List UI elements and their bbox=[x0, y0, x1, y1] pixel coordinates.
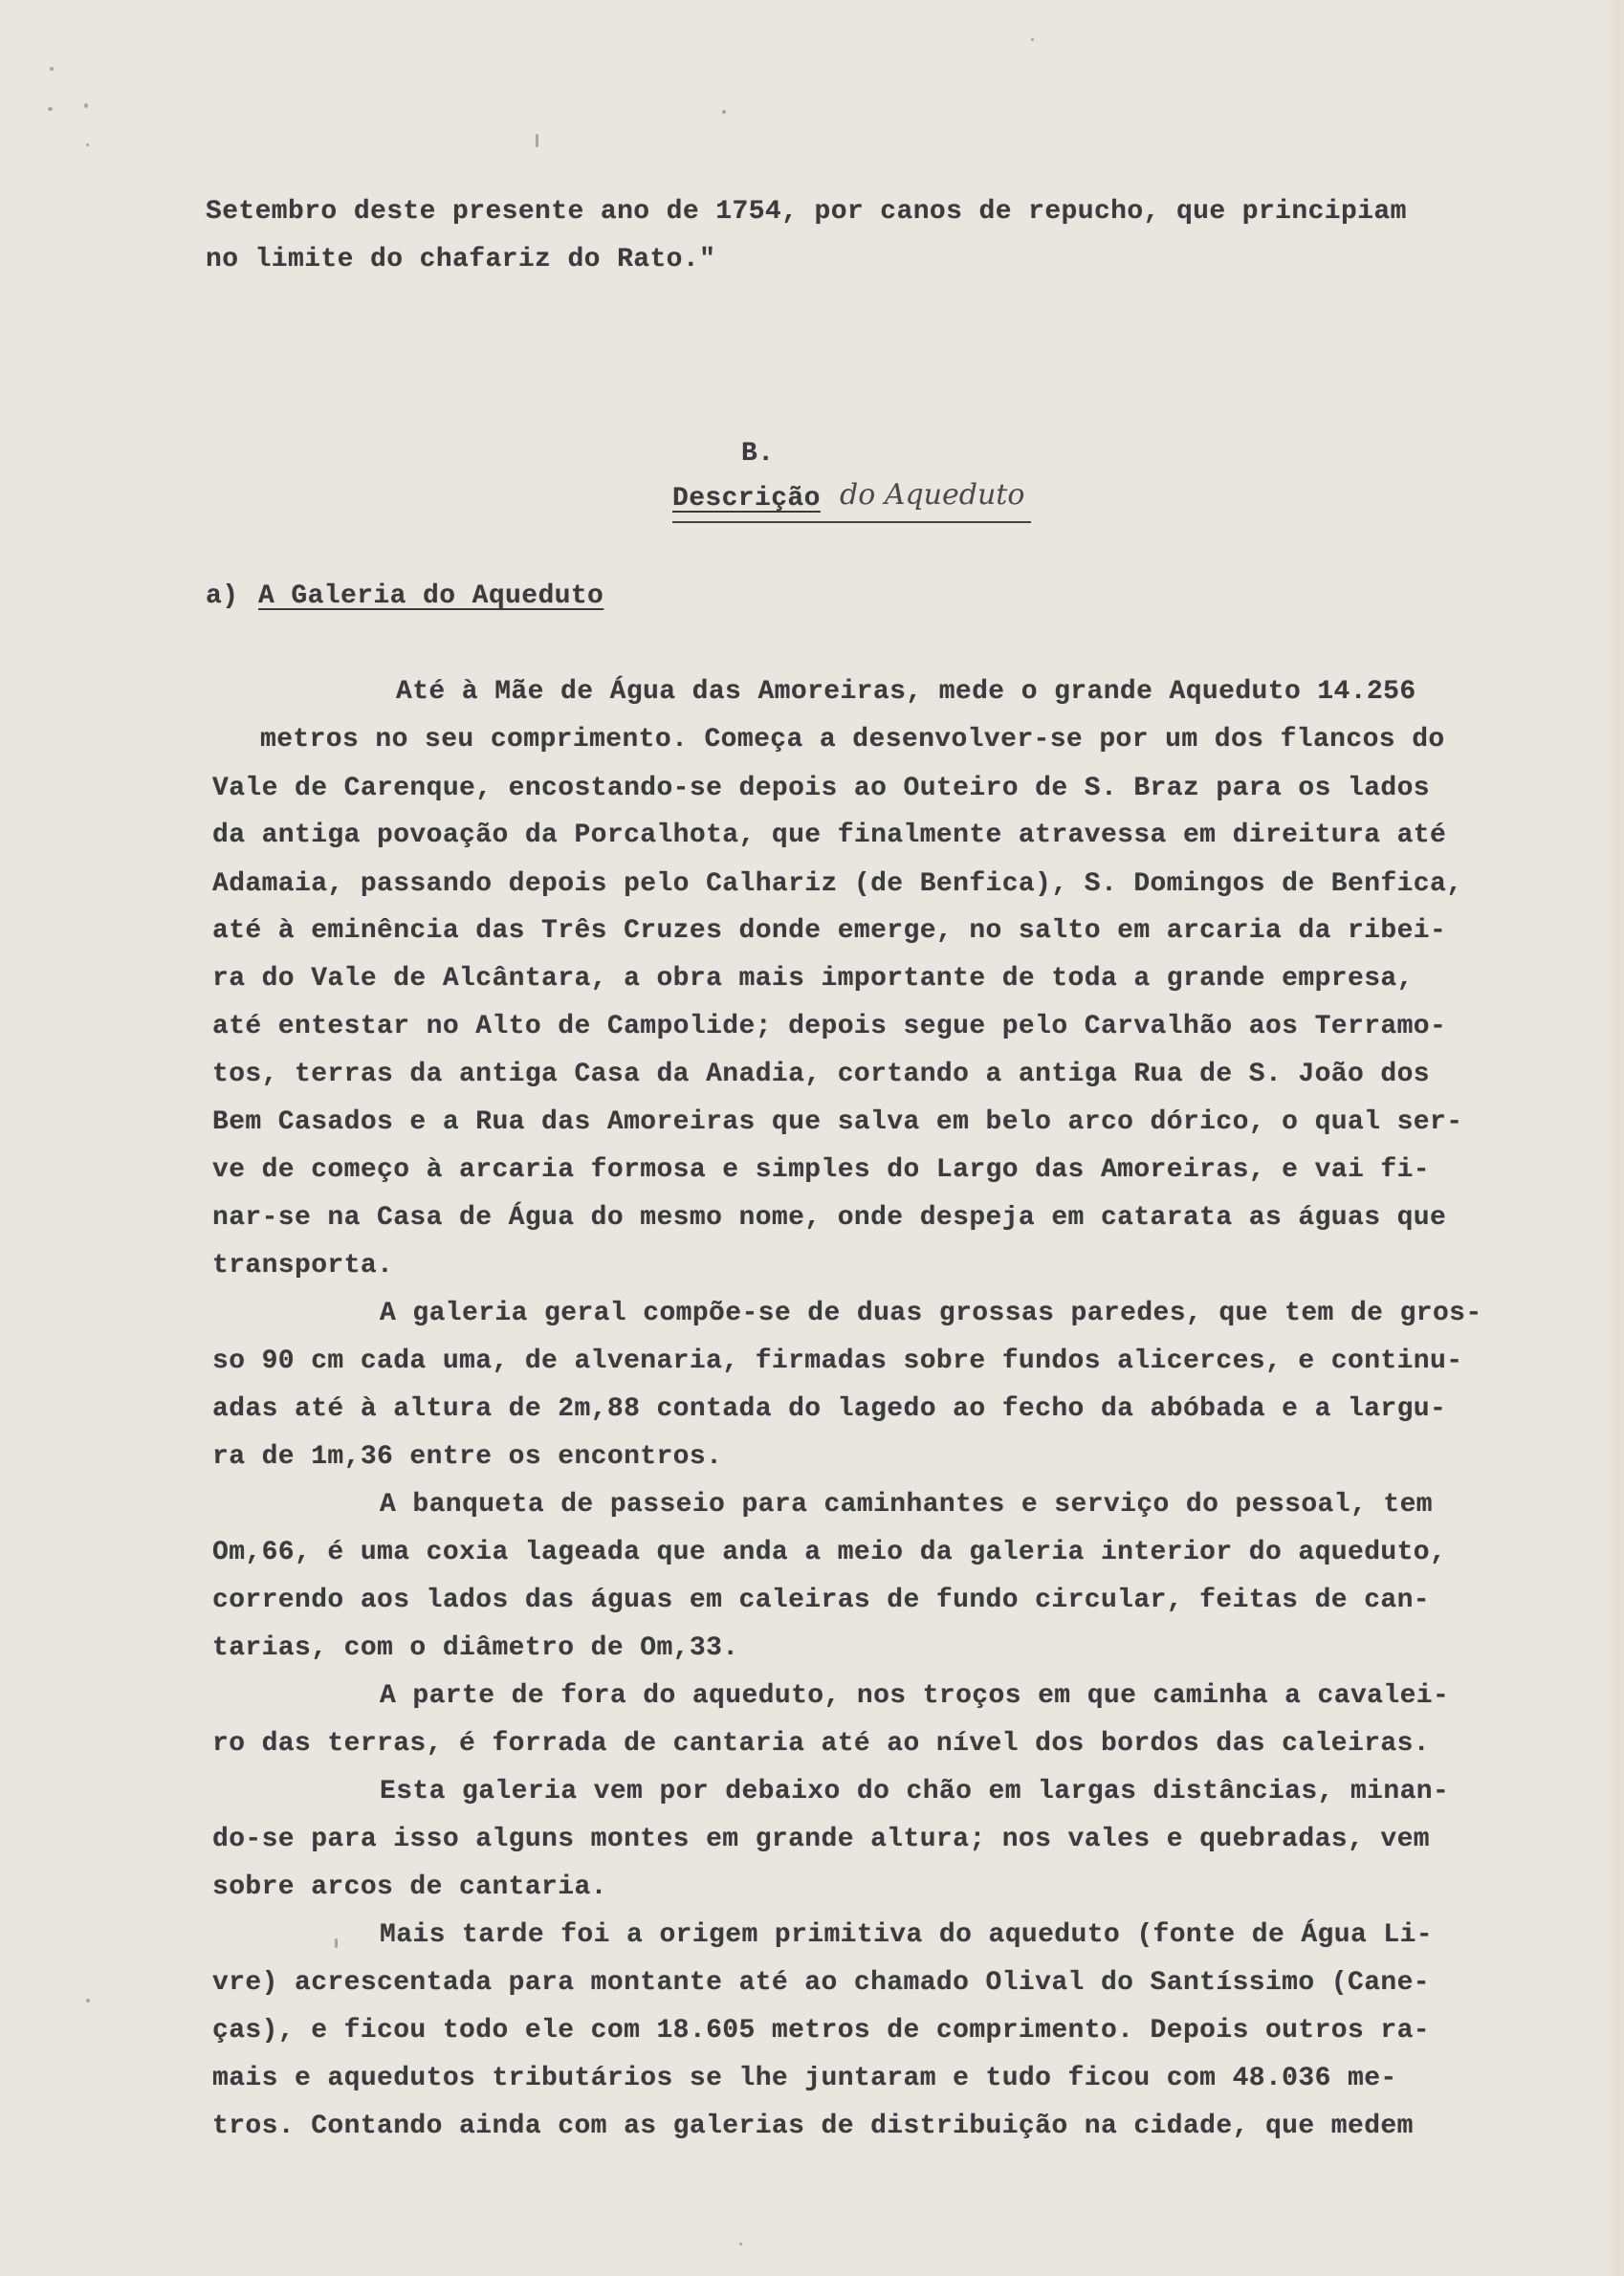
text-line: ra de 1m,36 entre os encontros. bbox=[212, 1442, 723, 1472]
section-letter: B. bbox=[741, 439, 775, 469]
handwritten-underline bbox=[672, 521, 1031, 523]
text-line: so 90 cm cada uma, de alvenaria, firmadas sobre fundos alicerces, e continu- bbox=[212, 1346, 1463, 1376]
text-line: ve de começo à arcaria formosa e simples do Largo das Amoreiras, e vai fi- bbox=[212, 1155, 1431, 1185]
paper-speck bbox=[722, 110, 726, 114]
paper-speck bbox=[739, 2243, 742, 2245]
paper-speck bbox=[84, 103, 88, 108]
text-line: transporta. bbox=[212, 1251, 394, 1280]
text-line: Om,66, é uma coxia lageada que anda a meio da galeria interior do aqueduto, bbox=[212, 1538, 1447, 1567]
text-line: tarias, com o diâmetro de Om,33. bbox=[212, 1633, 739, 1663]
section-title: Descrição bbox=[672, 484, 821, 514]
text-line: A banqueta de passeio para caminhantes e serviço do pessoal, tem bbox=[380, 1490, 1433, 1520]
subsection-marker: a) bbox=[206, 581, 239, 611]
handwritten-annotation: do Aqueduto bbox=[840, 478, 1025, 512]
text-line: sobre arcos de cantaria. bbox=[212, 1872, 607, 1902]
text-line: Esta galeria vem por debaixo do chão em largas distâncias, minan- bbox=[380, 1777, 1450, 1806]
text-line: A parte de fora do aqueduto, nos troços em que caminha a cavalei- bbox=[380, 1681, 1450, 1711]
text-line: até entestar no Alto de Campolide; depois segue pelo Carvalhão aos Terramo- bbox=[212, 1012, 1447, 1041]
text-line: Bem Casados e a Rua das Amoreiras que salva em belo arco dórico, o qual ser- bbox=[212, 1107, 1463, 1137]
text-line: vre) acrescentada para montante até ao chamado Olival do Santíssimo (Cane- bbox=[212, 1968, 1431, 1998]
text-line: tos, terras da antiga Casa da Anadia, cortando a antiga Rua de S. João dos bbox=[212, 1060, 1431, 1089]
paper-speck bbox=[50, 67, 54, 71]
text-line: mais e aquedutos tributários se lhe juntaram e tudo ficou com 48.036 me- bbox=[212, 2064, 1397, 2093]
text-line: Até à Mãe de Água das Amoreiras, mede o grande Aqueduto 14.256 bbox=[396, 677, 1416, 707]
text-line: ças), e ficou todo ele com 18.605 metros de comprimento. Depois outros ra- bbox=[212, 2016, 1431, 2046]
text-line: metros no seu comprimento. Começa a desenvolver-se por um dos flancos do bbox=[260, 725, 1445, 755]
subsection-title: A Galeria do Aqueduto bbox=[258, 581, 604, 611]
text-line: Setembro deste presente ano de 1754, por canos de repucho, que principiam bbox=[206, 197, 1407, 227]
paper-speck bbox=[536, 134, 538, 147]
text-line: do-se para isso alguns montes em grande altura; nos vales e quebradas, vem bbox=[212, 1825, 1431, 1854]
text-line: adas até à altura de 2m,88 contada do lagedo ao fecho da abóbada e a largu- bbox=[212, 1394, 1447, 1424]
text-line: correndo aos lados das águas em caleiras de fundo circular, feitas de can- bbox=[212, 1586, 1431, 1615]
text-line: até à eminência das Três Cruzes donde emerge, no salto em arcaria da ribei- bbox=[212, 916, 1447, 946]
text-line: Mais tarde foi a origem primitiva do aqueduto (fonte de Água Li- bbox=[380, 1920, 1433, 1950]
text-line: no limite do chafariz do Rato." bbox=[206, 245, 716, 274]
text-line: nar-se na Casa de Água do mesmo nome, onde despeja em catarata as águas que bbox=[212, 1203, 1447, 1233]
paper-speck bbox=[48, 107, 53, 111]
paper-speck bbox=[86, 1999, 90, 2002]
text-line: tros. Contando ainda com as galerias de distribuição na cidade, que medem bbox=[212, 2112, 1414, 2141]
text-line: Vale de Carenque, encostando-se depois ao Outeiro de S. Braz para os lados bbox=[212, 774, 1431, 803]
paper-speck bbox=[335, 1938, 338, 1948]
text-line: Adamaia, passando depois pelo Calhariz (de Benfica), S. Domingos de Benfica, bbox=[212, 869, 1463, 899]
text-line: ra do Vale de Alcântara, a obra mais importante de toda a grande empresa, bbox=[212, 964, 1414, 994]
paper-speck bbox=[1031, 38, 1034, 41]
page-edge-shadow bbox=[1599, 0, 1624, 2276]
text-line: da antiga povoação da Porcalhota, que finalmente atravessa em direitura até bbox=[212, 821, 1447, 850]
paper-speck bbox=[86, 143, 89, 146]
text-line: A galeria geral compõe-se de duas grossas paredes, que tem de gros- bbox=[380, 1299, 1482, 1328]
text-line: ro das terras, é forrada de cantaria até ao nível dos bordos das caleiras. bbox=[212, 1729, 1431, 1759]
